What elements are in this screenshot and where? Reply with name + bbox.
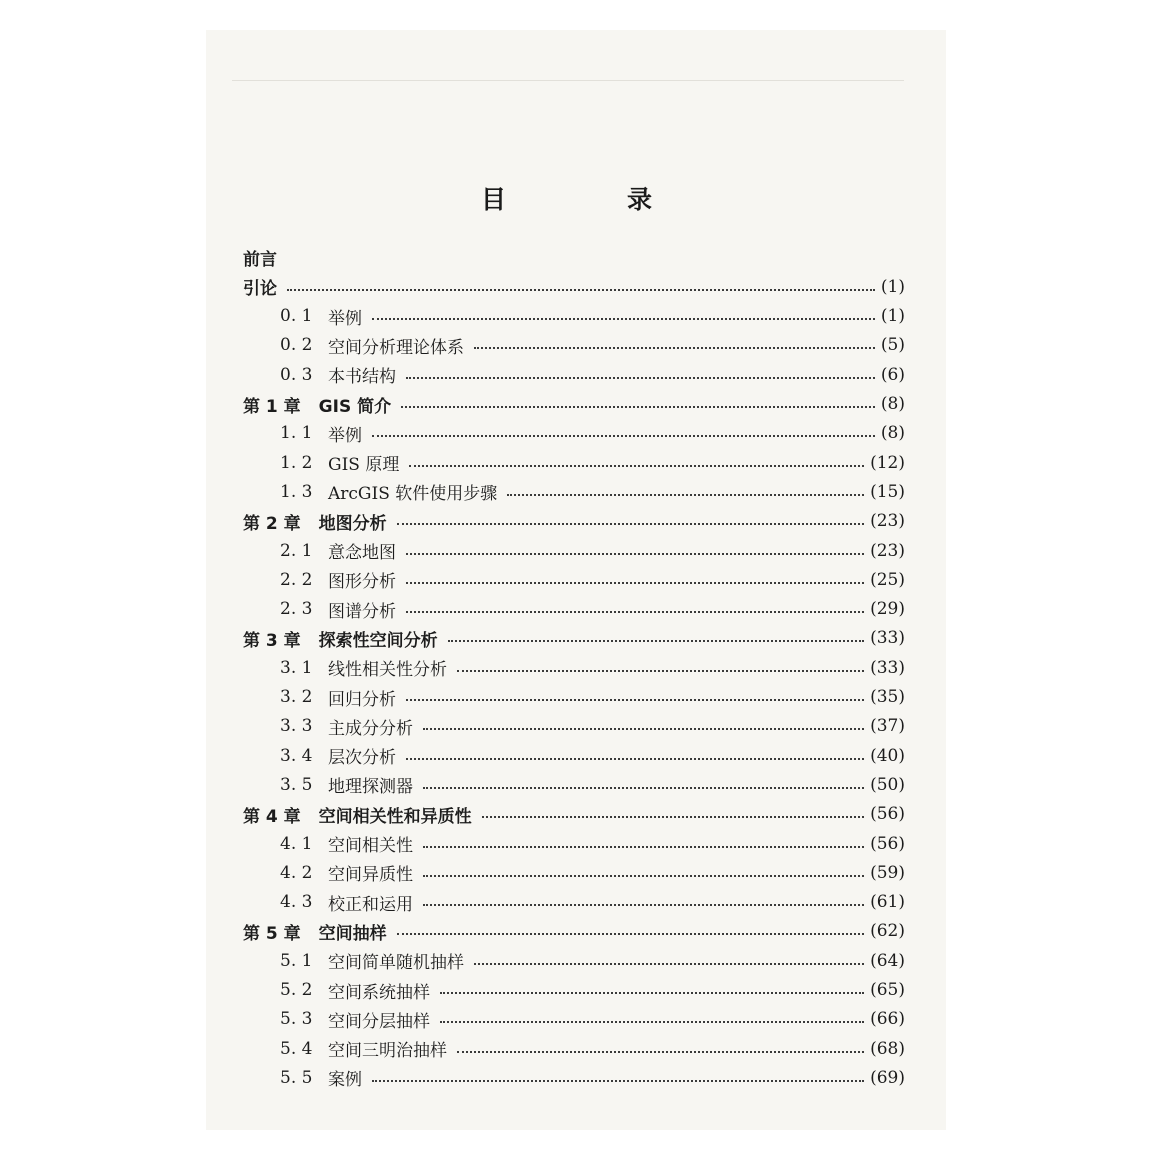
toc-entry-number: 0. 3 [280,364,313,385]
toc-entry-title: 空间抽样 [318,923,387,944]
toc-entry-number: 1. 2 [280,452,313,473]
toc-page-number: (6) [880,364,905,385]
toc-leader-dots [406,611,864,613]
toc-section-row [243,770,905,799]
toc-preface-row [243,272,905,301]
toc-leader-dots [372,1080,864,1082]
toc-entry-title: 空间三明治抽样 [328,1041,447,1062]
toc-leader-dots [423,904,864,906]
toc-entry-title: 空间简单随机抽样 [328,953,464,974]
toc-leader-dots [474,347,875,349]
toc-page-number: (61) [870,892,905,913]
toc-entry-title: 前言 [243,250,277,270]
toc-section-row [243,976,905,1005]
toc-leader-dots [457,670,864,672]
toc-entry-title: 空间分析理论体系 [328,337,464,358]
toc-leader-dots [409,465,864,467]
toc-page-number: (33) [870,628,905,649]
toc-entry-number: 2. 1 [280,540,313,561]
toc-page-number: (56) [870,833,905,854]
toc-entry-number: 3. 3 [280,716,313,737]
toc-entry-number: 第 4 章 [243,806,301,827]
toc-section-row [243,858,905,887]
toc-entry-number: 第 1 章 [243,396,301,417]
toc-chapter-row [243,390,905,419]
toc-page-number: (69) [870,1067,905,1088]
toc-section-row [243,565,905,594]
toc-leader-dots [423,846,864,848]
toc-entry-number: 第 2 章 [243,513,301,534]
toc-leader-dots [406,582,864,584]
toc-entry-title: 空间相关性和异质性 [318,806,472,827]
toc-entry-title: 图形分析 [328,572,396,593]
toc-chapter-row [243,800,905,829]
toc-entry-title: 举例 [328,425,362,446]
toc-leader-dots [440,1021,864,1023]
toc-page-number: (8) [880,423,905,444]
toc-section-row [243,946,905,975]
toc-section-row [243,419,905,448]
toc-page-number: (56) [870,804,905,825]
toc-entry-title: 校正和运用 [328,894,413,915]
toc-section-row [243,331,905,360]
toc-section-row [243,302,905,331]
toc-page-number: (62) [870,921,905,942]
toc-section-row [243,448,905,477]
toc-entry-number: 4. 3 [280,892,313,913]
toc-page-number: (12) [870,452,905,473]
toc-page-number: (23) [870,511,905,532]
toc-page-number: (1) [880,306,905,327]
toc-entry-number: 4. 2 [280,862,313,883]
toc-entry-title: 层次分析 [328,748,396,769]
toc-section-row [243,536,905,565]
toc-entry-title: 探索性空间分析 [318,630,438,651]
toc-entry-number: 1. 1 [280,423,313,444]
toc-leader-dots [507,494,864,496]
toc-page-number: (59) [870,862,905,883]
toc-page-number: (50) [870,774,905,795]
toc-entry-number: 3. 2 [280,687,313,707]
toc-entry-title: 空间异质性 [328,865,413,886]
toc-entry-number: 5. 1 [280,950,313,971]
toc-entry-number: 第 5 章 [243,923,301,944]
toc-entry-number: 第 3 章 [243,630,301,651]
toc-leader-dots [440,992,864,994]
toc-page-number: (65) [870,980,905,1000]
toc-leader-dots [397,523,864,525]
toc-entry-title: 空间分层抽样 [328,1011,430,1032]
toc-leader-dots [406,553,864,555]
toc-entry-title: 本书结构 [328,367,396,388]
toc-entry-title: 案例 [328,1070,362,1091]
toc-leader-dots [406,758,864,760]
toc-leader-dots [423,787,864,789]
toc-section-row [243,1063,905,1092]
toc-leader-dots [423,875,864,877]
toc-section-row [243,683,905,712]
toc-section-row [243,595,905,624]
toc-section-row [243,477,905,506]
toc-leader-dots [406,377,875,379]
toc-entry-number: 3. 5 [280,774,313,795]
show-through-header-rule [232,80,904,81]
toc-entry-title: 地理探测器 [328,777,413,798]
toc-section-row [243,888,905,917]
toc-entry-title: 空间系统抽样 [328,982,430,1003]
toc-page-number: (25) [870,569,905,590]
toc-leader-dots [482,816,864,818]
toc-page-number: (5) [880,335,905,356]
toc-page-number: (40) [870,745,905,766]
toc-section-row [243,1034,905,1063]
toc-entry-title: 主成分分析 [328,718,413,739]
toc-entry-number: 5. 2 [280,980,313,1000]
toc-chapter-row [243,507,905,536]
toc-section-row [243,360,905,389]
toc-page-number: (33) [870,657,905,678]
toc-leader-dots [401,406,875,408]
toc-page-number: (1) [880,276,905,297]
toc-entry-number: 2. 3 [280,599,313,620]
toc-section-row [243,653,905,682]
toc-entry-number: 2. 2 [280,569,313,590]
toc-section-row [243,1005,905,1034]
toc-entry-number: 3. 1 [280,657,313,678]
toc-leader-dots [287,289,875,291]
toc-chapter-row [243,917,905,946]
toc-entry-number: 5. 5 [280,1067,313,1088]
toc-entry-title: 举例 [328,308,362,329]
toc-page-number: (29) [870,599,905,620]
toc-chapter-row [243,624,905,653]
toc-entry-title: 引论 [243,279,277,300]
toc-leader-dots [372,435,875,437]
toc-page-number: (8) [880,394,905,414]
toc-entry-title: 图谱分析 [328,601,396,622]
toc-leader-dots [448,640,864,642]
toc-entry-title: 意念地图 [328,543,396,563]
toc-page-number: (37) [870,716,905,737]
toc-entry-number: 0. 2 [280,335,313,356]
toc-entry-number: 5. 3 [280,1009,313,1030]
toc-entry-number: 5. 4 [280,1038,313,1059]
toc-leader-dots [406,699,864,701]
toc-entry-title: GIS 简介 [318,396,392,417]
toc-page-number: (66) [870,1009,905,1030]
toc-entry-title: GIS 原理 [328,455,400,476]
toc-entry-number: 1. 3 [280,481,313,502]
toc-leader-dots [372,318,875,320]
toc-entry-title: 回归分析 [328,689,396,710]
toc-section-row [243,712,905,741]
toc-leader-dots [423,728,864,730]
toc-entry-number: 0. 1 [280,306,313,327]
toc-entry-title: 地图分析 [318,513,387,534]
toc-page-number: (15) [870,481,905,502]
toc-section-row [243,741,905,770]
toc-page-number: (64) [870,950,905,971]
toc-section-row [243,829,905,858]
toc-entry-title: 空间相关性 [328,836,413,856]
toc-entry-number: 3. 4 [280,745,313,766]
toc-entry-title: 线性相关性分析 [328,660,447,681]
toc-page-number: (68) [870,1038,905,1059]
toc-leader-dots [397,933,864,935]
toc-page-number: (23) [870,540,905,561]
toc-entry-title: ArcGIS 软件使用步骤 [328,484,498,505]
page-title: 目 录 [480,185,700,214]
toc-preface-row [243,243,905,272]
toc-leader-dots [474,963,864,965]
toc-page-number: (35) [870,687,905,707]
toc-leader-dots [457,1051,864,1053]
toc-entry-number: 4. 1 [280,833,313,854]
